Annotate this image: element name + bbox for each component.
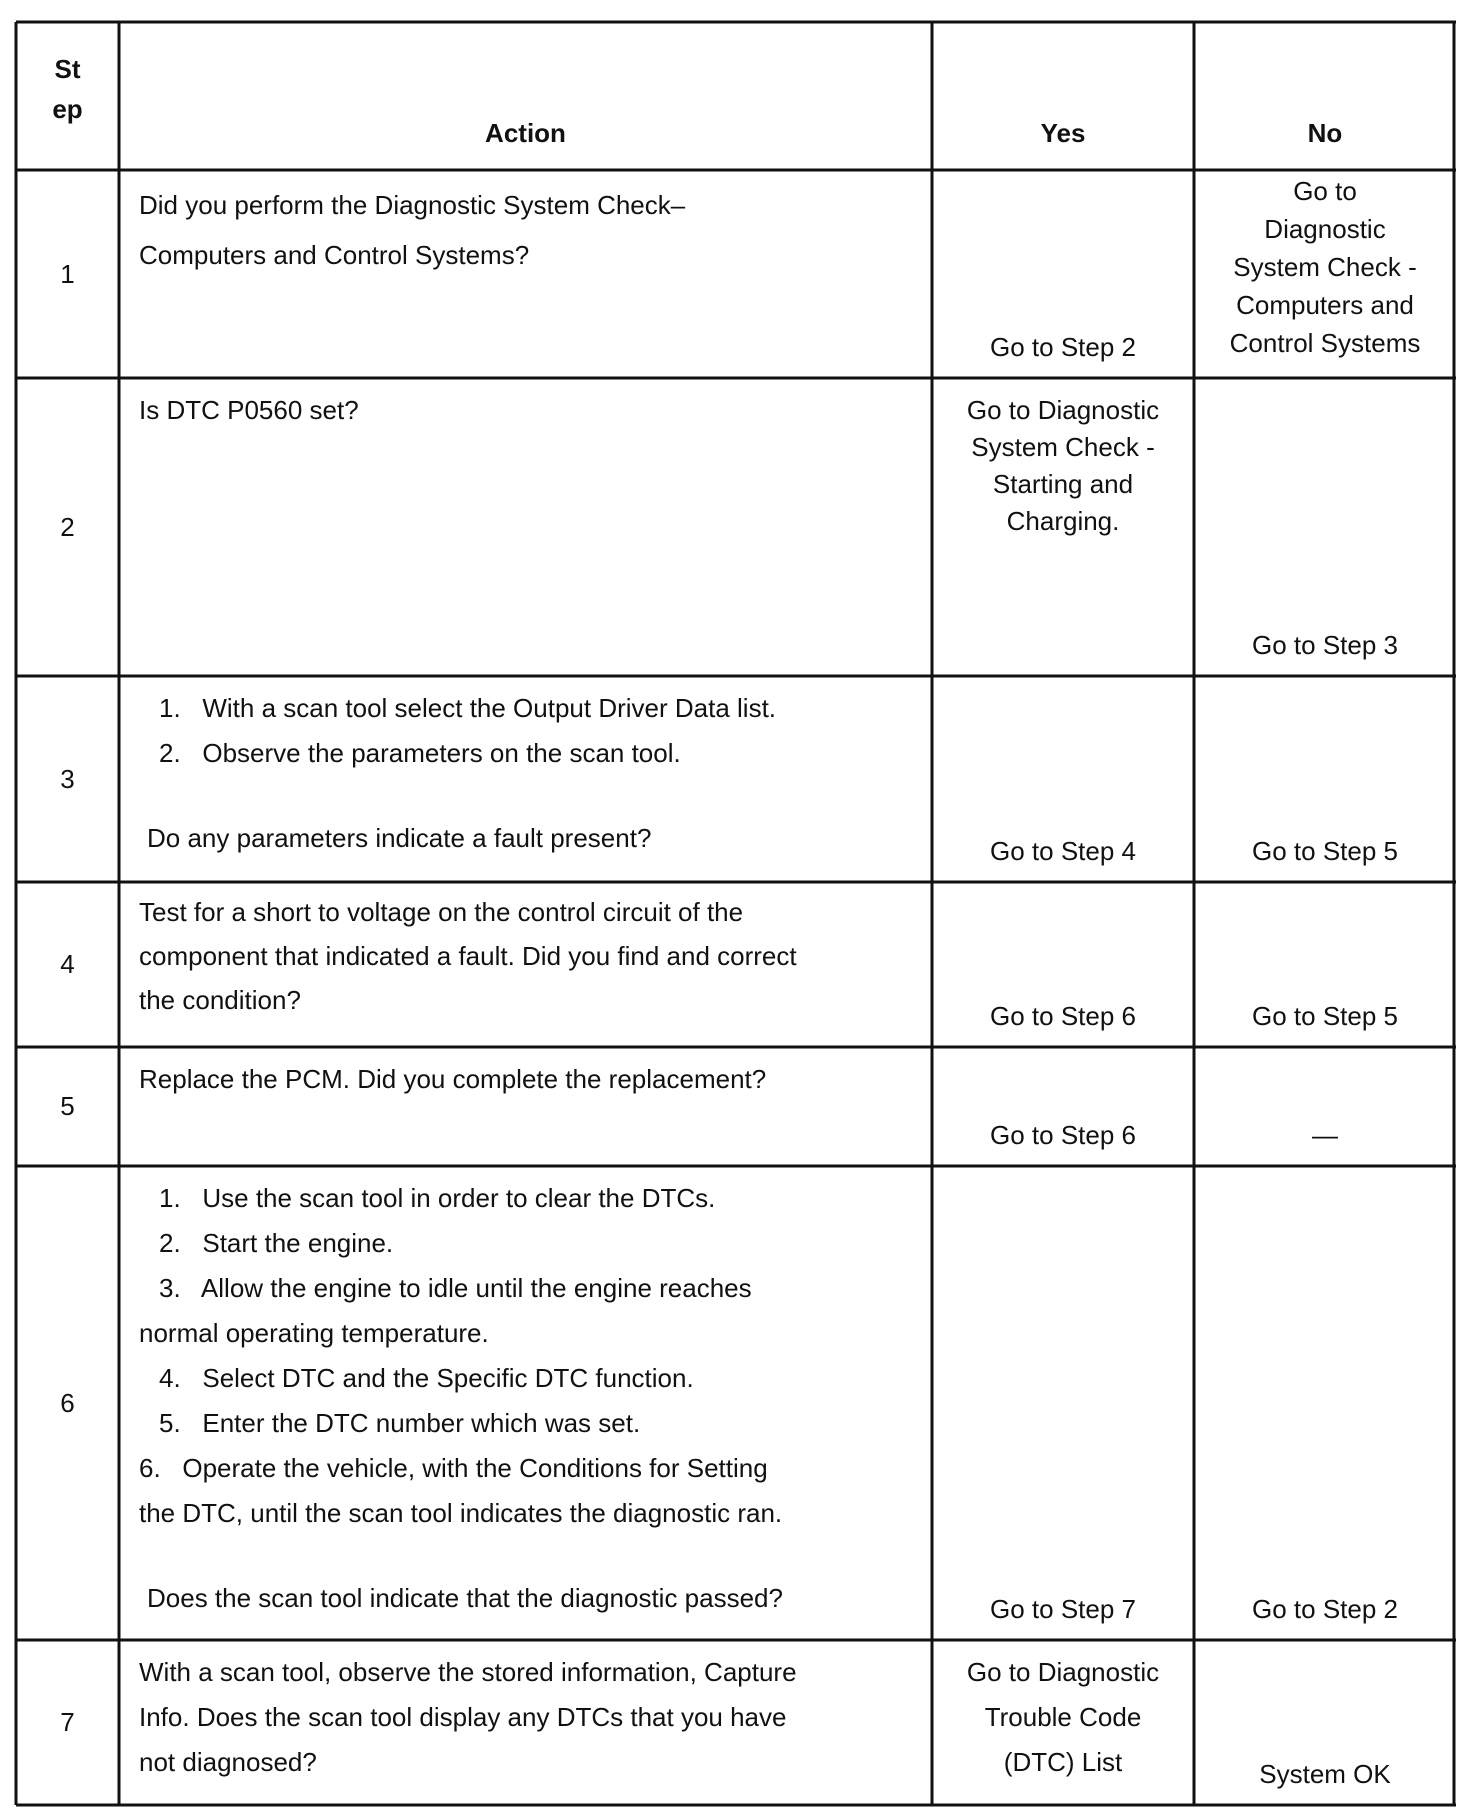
action-text: With a scan tool, observe the stored information, Capture: [139, 1657, 797, 1687]
action-list-item: 6. Operate the vehicle, with the Conditions for Setting: [139, 1453, 768, 1483]
action-text: the condition?: [139, 985, 301, 1015]
action-text: Replace the PCM. Did you complete the replacement?: [139, 1064, 767, 1094]
yes-cell: [932, 378, 1194, 676]
action-text: Is DTC P0560 set?: [139, 395, 359, 425]
yes-text: System Check -: [971, 432, 1155, 462]
no-text: Go to Step 2: [1252, 1594, 1398, 1624]
header-action: [119, 22, 932, 170]
action-cell: [119, 676, 932, 882]
yes-text: Go to Step 7: [990, 1594, 1136, 1624]
yes-text: Go to Step 6: [990, 1001, 1136, 1031]
no-cell: [1194, 378, 1456, 676]
action-text: not diagnosed?: [139, 1747, 317, 1777]
yes-text: Starting and: [992, 469, 1134, 499]
action-text: Test for a short to voltage on the control circuit of the: [139, 897, 744, 927]
action-cell: [119, 1640, 932, 1805]
no-text: Go to: [1293, 176, 1357, 206]
action-cell: [119, 170, 932, 378]
header-yes: [932, 22, 1194, 170]
action-cell: [119, 1166, 932, 1640]
yes-text: (DTC) List: [1003, 1747, 1123, 1777]
step-number: [16, 676, 119, 882]
action-list-item: normal operating temperature.: [139, 1318, 489, 1348]
yes-text: Go to Step 6: [990, 1120, 1136, 1150]
step-number: [16, 1166, 119, 1640]
step-number: [16, 378, 119, 676]
action-text: Computers and Control Systems?: [139, 240, 530, 270]
no-text: Control Systems: [1229, 328, 1421, 358]
action-cell: [119, 1047, 932, 1166]
action-text: Info. Does the scan tool display any DTCs that you have: [139, 1702, 787, 1732]
header-yes-label: Yes: [1040, 118, 1086, 148]
step-1-number: 1: [60, 258, 75, 289]
no-dash: —: [1312, 1120, 1338, 1150]
action-list-item: the DTC, until the scan tool indicates the diagnostic ran.: [139, 1498, 783, 1528]
yes-text: Go to Diagnostic: [966, 395, 1160, 425]
header-step-line2: ep: [52, 94, 83, 124]
no-cell: [1194, 676, 1456, 882]
header-step-line1: St: [54, 54, 81, 84]
no-cell: [1194, 1640, 1456, 1805]
step-number: [16, 882, 119, 1047]
step-7-number: 7: [60, 1707, 75, 1737]
header-action-label: Action: [485, 118, 566, 148]
yes-text: Go to Diagnostic: [966, 1657, 1160, 1687]
no-cell: [1194, 1166, 1456, 1640]
action-list-item: 2. Start the engine.: [159, 1228, 394, 1258]
action-text: Did you perform the Diagnostic System Check–: [139, 190, 686, 220]
action-text: component that indicated a fault. Did you find and correct: [139, 941, 797, 971]
yes-text: Charging.: [1006, 506, 1120, 536]
step-5-number: 5: [60, 1091, 75, 1121]
yes-cell: [932, 1047, 1194, 1166]
yes-cell: [932, 676, 1194, 882]
spacer: [139, 776, 912, 816]
action-cell: [119, 882, 932, 1047]
no-text: Computers and: [1236, 290, 1414, 320]
step-number: [16, 170, 119, 378]
header-no: [1194, 22, 1456, 170]
yes-cell: [932, 882, 1194, 1047]
action-question: Does the scan tool indicate that the diagnostic passed?: [147, 1583, 783, 1613]
no-text: Go to Step 3: [1252, 630, 1398, 660]
step-6-number: 6: [60, 1387, 75, 1418]
spacer: [139, 1536, 912, 1576]
no-cell: [1194, 1047, 1456, 1166]
no-text: Go to Step 5: [1252, 836, 1398, 866]
no-cell: [1194, 170, 1456, 378]
header-no-label: No: [1307, 118, 1343, 148]
action-list-item: 1. With a scan tool select the Output Driver Data list.: [159, 693, 777, 723]
action-list-item: 4. Select DTC and the Specific DTC function.: [159, 1363, 694, 1393]
yes-text: Go to Step 4: [990, 836, 1136, 866]
yes-text: Trouble Code: [984, 1702, 1142, 1732]
yes-cell: [932, 1166, 1194, 1640]
yes-cell: [932, 1640, 1194, 1805]
action-list-item: 2. Observe the parameters on the scan tool.: [159, 738, 681, 768]
no-cell: [1194, 882, 1456, 1047]
yes-cell: [932, 170, 1194, 378]
step-2-number: 2: [60, 511, 75, 542]
action-list-item: 5. Enter the DTC number which was set.: [159, 1408, 641, 1438]
step-number: [16, 1640, 119, 1805]
step-4-number: 4: [60, 949, 75, 979]
no-text: System OK: [1259, 1759, 1391, 1789]
action-list-item: 1. Use the scan tool in order to clear the DTCs.: [159, 1183, 716, 1213]
step-3-number: 3: [60, 763, 75, 794]
no-text: System Check -: [1233, 252, 1417, 282]
action-question: Do any parameters indicate a fault present?: [147, 823, 652, 853]
header-step: [16, 22, 119, 170]
yes-text: Go to Step 2: [990, 332, 1136, 362]
step-number: [16, 1047, 119, 1166]
no-text: Diagnostic: [1264, 214, 1386, 244]
no-text: Go to Step 5: [1252, 1001, 1398, 1031]
action-cell: [119, 378, 932, 676]
action-list-item: 3. Allow the engine to idle until the engine reaches: [159, 1273, 752, 1303]
